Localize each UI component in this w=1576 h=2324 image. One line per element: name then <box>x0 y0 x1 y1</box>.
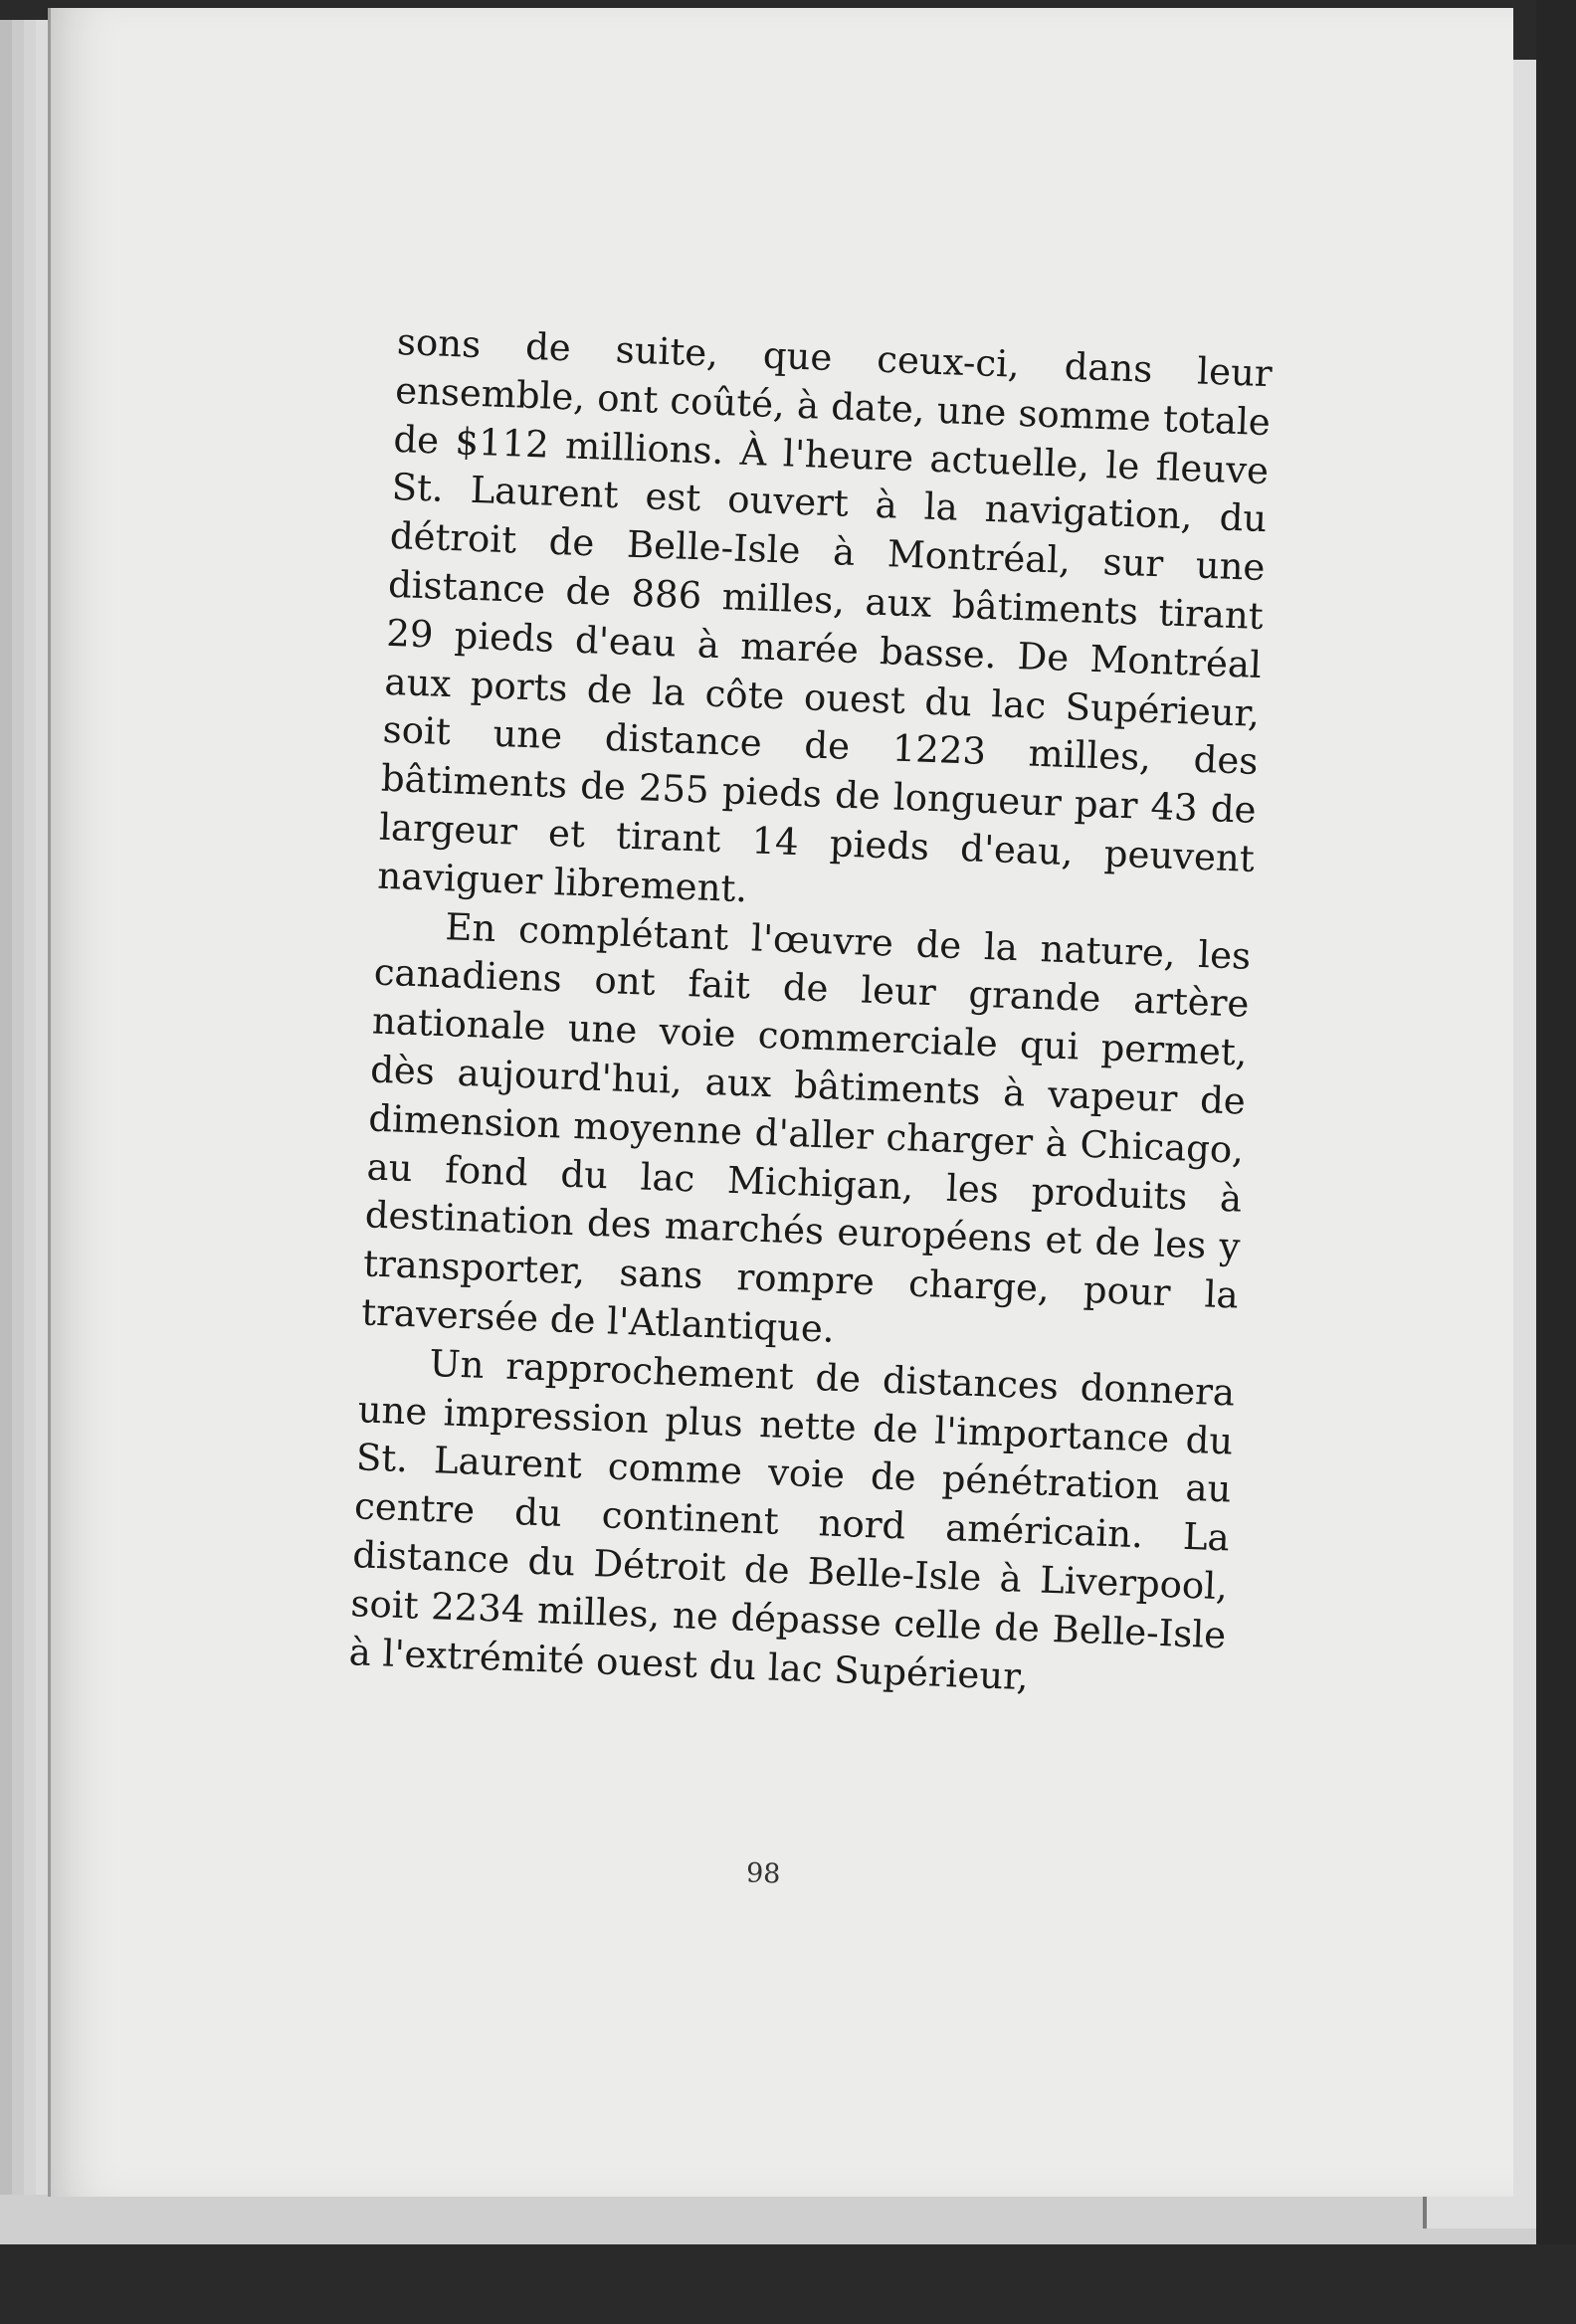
paragraph-1: sons de suite, que ceux-ci, dans leur ensemble, ont coûté, à date, une somme totale de $112 millions. À l'heure actuelle, le fleuve St. Laurent est ouvert à la navigation, du détroit de Belle-Isle à Montréal, sur une distance de 886 milles, aux bâtiments tirant 29 pieds d'eau à marée basse. De Montréal aux ports de la côte ouest du lac Supérieur, soit une distance de 1223 milles, des bâtiments de 255 pieds de longueur par 43 de largeur et tirant 14 pieds d'eau, peuvent naviguer librement. <box>376 319 1274 911</box>
paragraph-3: Un rapprochement de distances donnera une impression plus nette de l'importance du St. Laurent comme voie de pénétration au centre du continent nord américain. La distance du Détroit de Belle-Isle à Liverpool, soit 2234 milles, ne dépasse celle de Belle-Isle à l'extrémité ouest du lac Supérieur, <box>348 1341 1236 1698</box>
paragraph-2: En complétant l'œuvre de la nature, les canadiens ont fait de leur grande artère nationale une voie commerciale qui permet, dès aujourd'hui, aux bâtiments à vapeur de dimension moyenne d'aller charger à Chicago, au fond du lac Michigan, les produits à destination des marchés européens et de les y transporter, sans rompre charge, pour la traversée de l'Atlantique. <box>360 904 1252 1351</box>
page-body-text <box>348 318 1273 1709</box>
background-bottom <box>0 2244 1576 2324</box>
background-right <box>1536 0 1576 2324</box>
page-number: 98 <box>745 1857 781 1890</box>
